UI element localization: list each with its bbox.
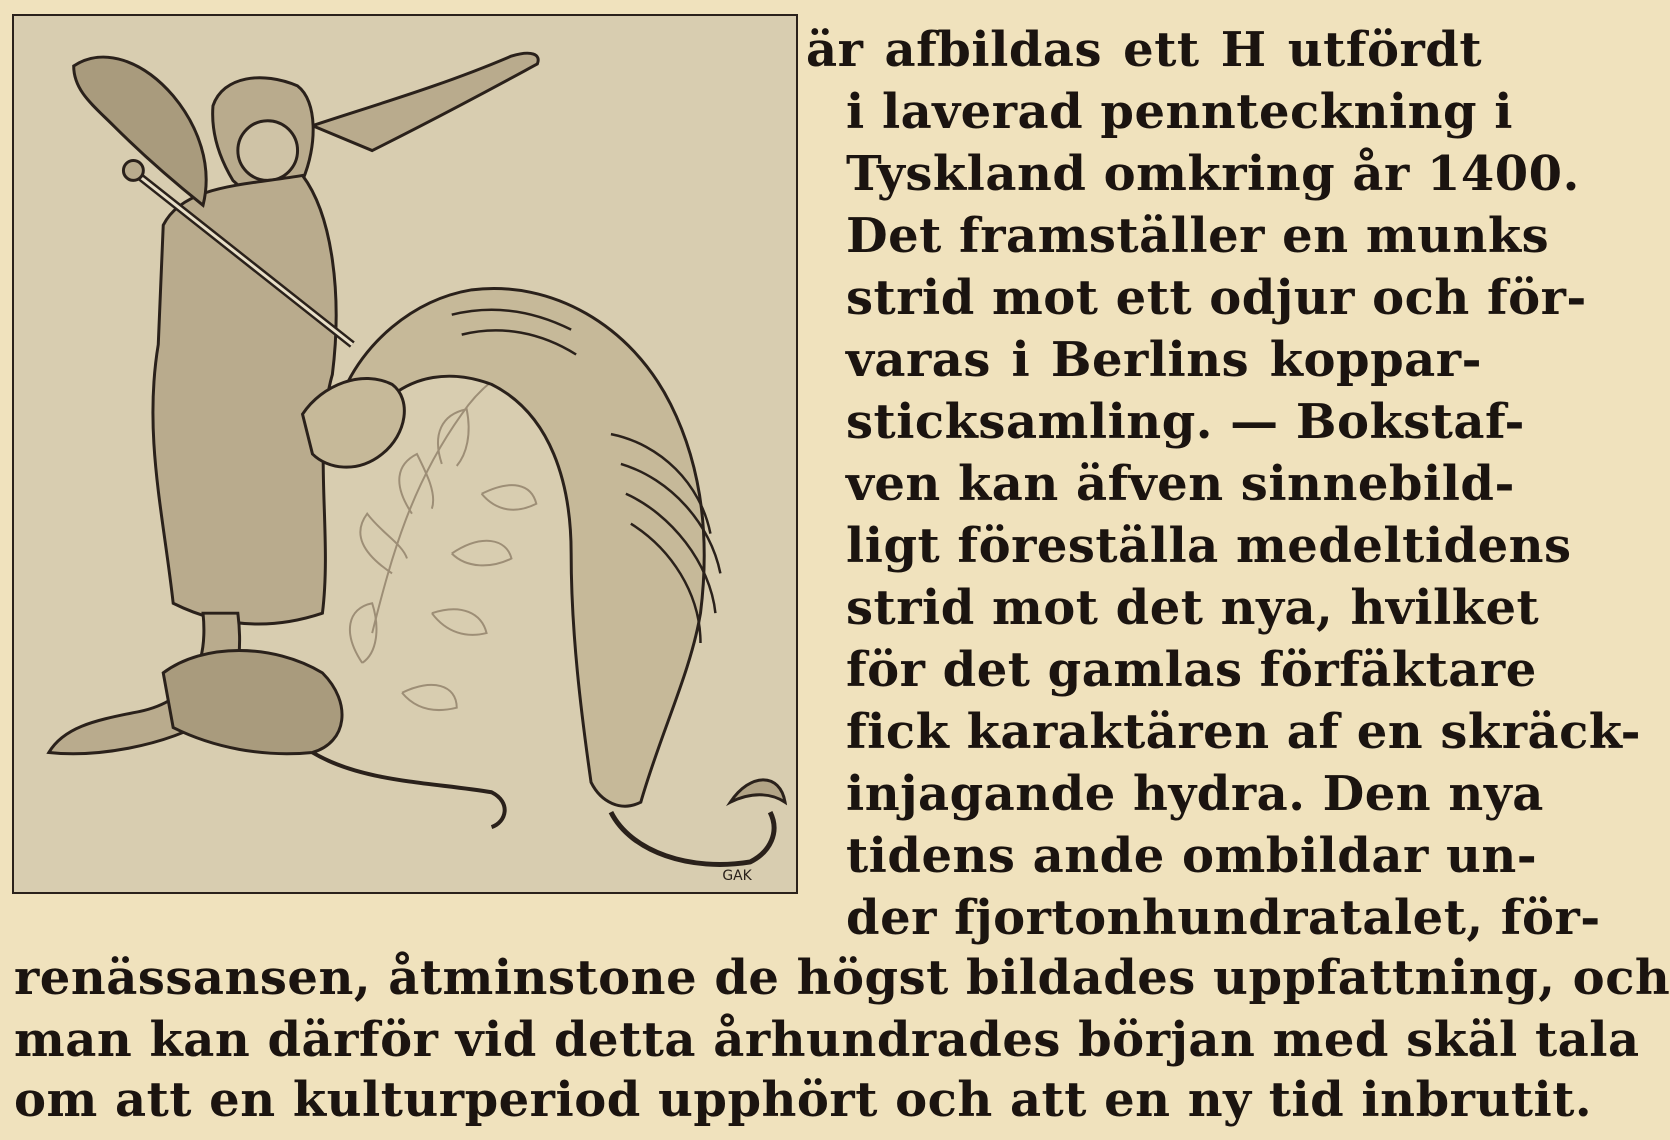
text-line: sticksamling. — Bokstaf-	[846, 394, 1525, 450]
artist-monogram: GAK	[722, 867, 752, 884]
text-line: fick karaktären af en skräck-	[846, 704, 1642, 760]
text-line: man kan därför vid detta århundrades början med skäl tala	[14, 1012, 1640, 1068]
text-line: Tyskland omkring år 1400.	[846, 146, 1580, 202]
text-line: för det gamlas förfäktare	[846, 642, 1537, 698]
text-line: varas i Berlins koppar-	[846, 332, 1482, 388]
text-line: injagande hydra. Den nya	[846, 766, 1544, 822]
text-line: strid mot det nya, hvilket	[846, 580, 1540, 636]
text-line: tidens ande ombildar un-	[846, 828, 1538, 884]
text-line: der fjortonhundratalet, för-	[846, 890, 1601, 946]
text-line: är afbildas ett H utfördt	[806, 22, 1482, 78]
text-line: Det framställer en munks	[846, 208, 1550, 264]
text-line: ligt föreställa medeltidens	[846, 518, 1572, 574]
text-line: i laverad pennteckning i	[846, 84, 1514, 140]
text-line: renässansen, åtminstone de högst bildades uppfattning, och	[14, 950, 1670, 1006]
text-line: om att en kulturperiod upphört och att en ny tid inbrutit.	[14, 1072, 1593, 1128]
monk-and-beast-drawing	[14, 16, 796, 892]
text-line: ven kan äfven sinnebild-	[846, 456, 1515, 512]
illuminated-initial-illustration	[12, 14, 798, 894]
text-line: strid mot ett odjur och för-	[846, 270, 1587, 326]
